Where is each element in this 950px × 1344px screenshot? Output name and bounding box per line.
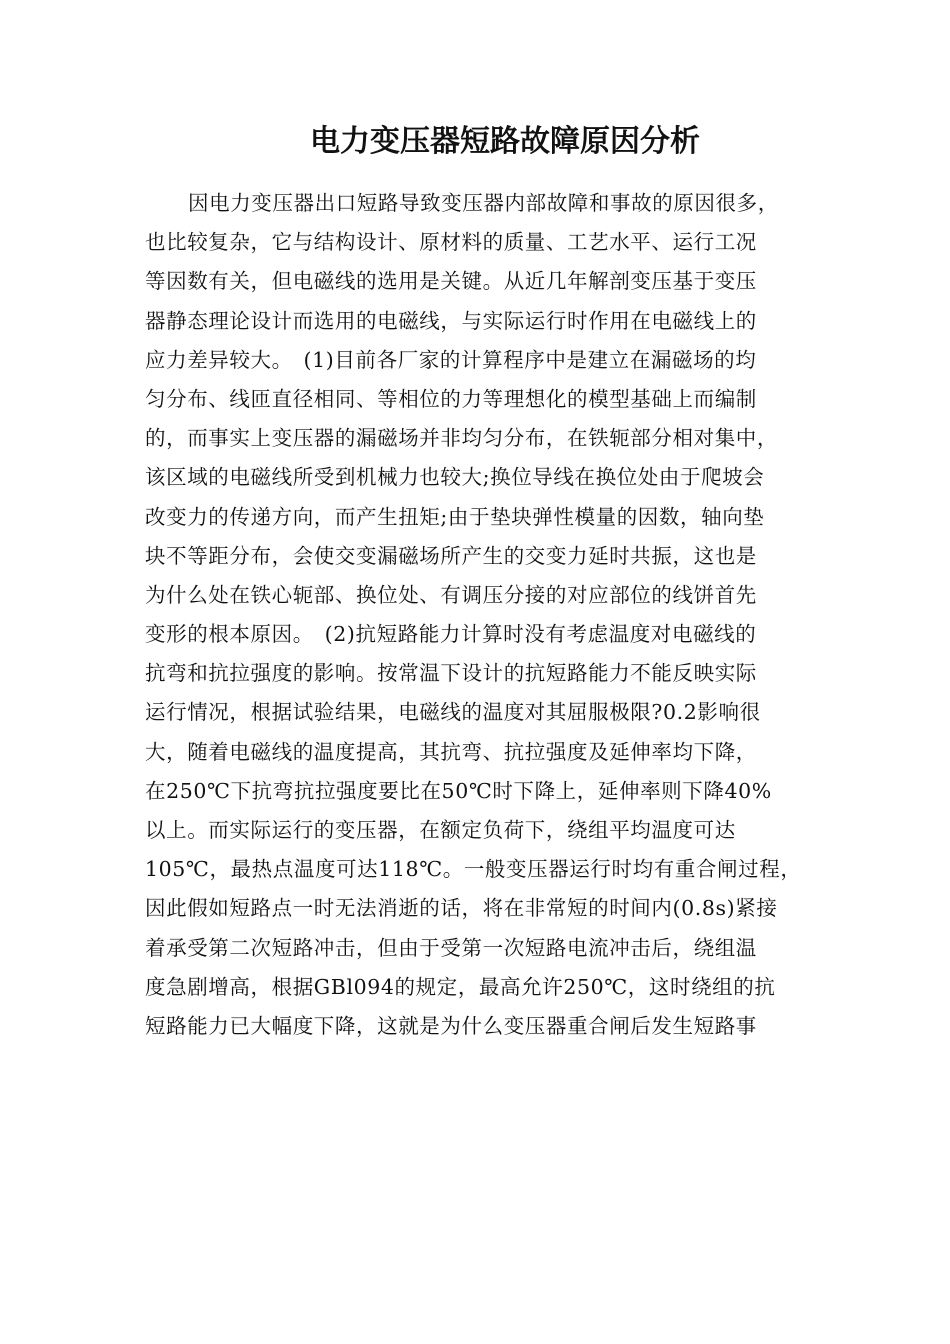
paragraph-line: 改变力的传递方向，而产生扭矩;由于垫块弹性模量的因数，轴向垫 <box>145 504 765 529</box>
paragraph-line: 因电力变压器出口短路导致变压器内部故障和事故的原因很多， <box>188 191 779 215</box>
paragraph-line: 该区域的电磁线所受到机械力也较大;换位导线在换位处由于爬坡会 <box>145 465 765 490</box>
paragraph-line: 在250℃下抗弯抗拉强度要比在50℃时下降上，延伸率则下降40% <box>145 778 772 803</box>
document-title: 电力变压器短路故障原因分析 <box>310 124 700 159</box>
paragraph-line: 大，随着电磁线的温度提高，其抗弯、抗拉强度及延伸率均下降， <box>145 739 757 764</box>
paragraph-line: 运行情况，根据试验结果，电磁线的温度对其屈服极限?0.2影响很 <box>145 700 761 725</box>
paragraph-line: 短路能力已大幅度下降，这就是为什么变压器重合闸后发生短路事 <box>145 1013 757 1038</box>
paragraph-line: 应力差异较大。 (1)目前各厂家的计算程序中是建立在漏磁场的均 <box>145 347 757 372</box>
paragraph-line: 也比较复杂，它与结构设计、原材料的质量、工艺水平、运行工况 <box>145 230 757 255</box>
paragraph-line: 105℃，最热点温度可达118℃。一般变压器运行时均有重合闸过程， <box>145 857 802 882</box>
document-body <box>145 184 825 1046</box>
paragraph-line: 块不等距分布，会使交变漏磁场所产生的交变力延时共振，这也是 <box>145 543 757 568</box>
paragraph-line: 等因数有关，但电磁线的选用是关键。从近几年解剖变压基于变压 <box>145 269 757 294</box>
paragraph-line: 的，而事实上变压器的漏磁场并非均匀分布，在铁轭部分相对集中， <box>145 426 778 451</box>
paragraph-line: 为什么处在铁心轭部、换位处、有调压分接的对应部位的线饼首先 <box>145 582 757 607</box>
paragraph-line: 度急剧增高，根据GBl094的规定，最高允许250℃，这时绕组的抗 <box>145 974 776 999</box>
paragraph-line: 因此假如短路点一时无法消逝的话，将在非常短的时间内(0.8s)紧接 <box>145 896 778 921</box>
paragraph-line: 匀分布、线匝直径相同、等相位的力等理想化的模型基础上而编制 <box>145 386 757 411</box>
paragraph-line: 着承受第二次短路冲击，但由于受第一次短路电流冲击后，绕组温 <box>145 935 757 960</box>
paragraph-line: 以上。而实际运行的变压器，在额定负荷下，绕组平均温度可达 <box>145 818 736 842</box>
paragraph-line: 变形的根本原因。 (2)抗短路能力计算时没有考虑温度对电磁线的 <box>145 622 757 647</box>
paragraph-line: 抗弯和抗拉强度的影响。按常温下设计的抗短路能力不能反映实际 <box>145 661 757 686</box>
paragraph-line: 器静态理论设计而选用的电磁线，与实际运行时作用在电磁线上的 <box>145 308 757 333</box>
